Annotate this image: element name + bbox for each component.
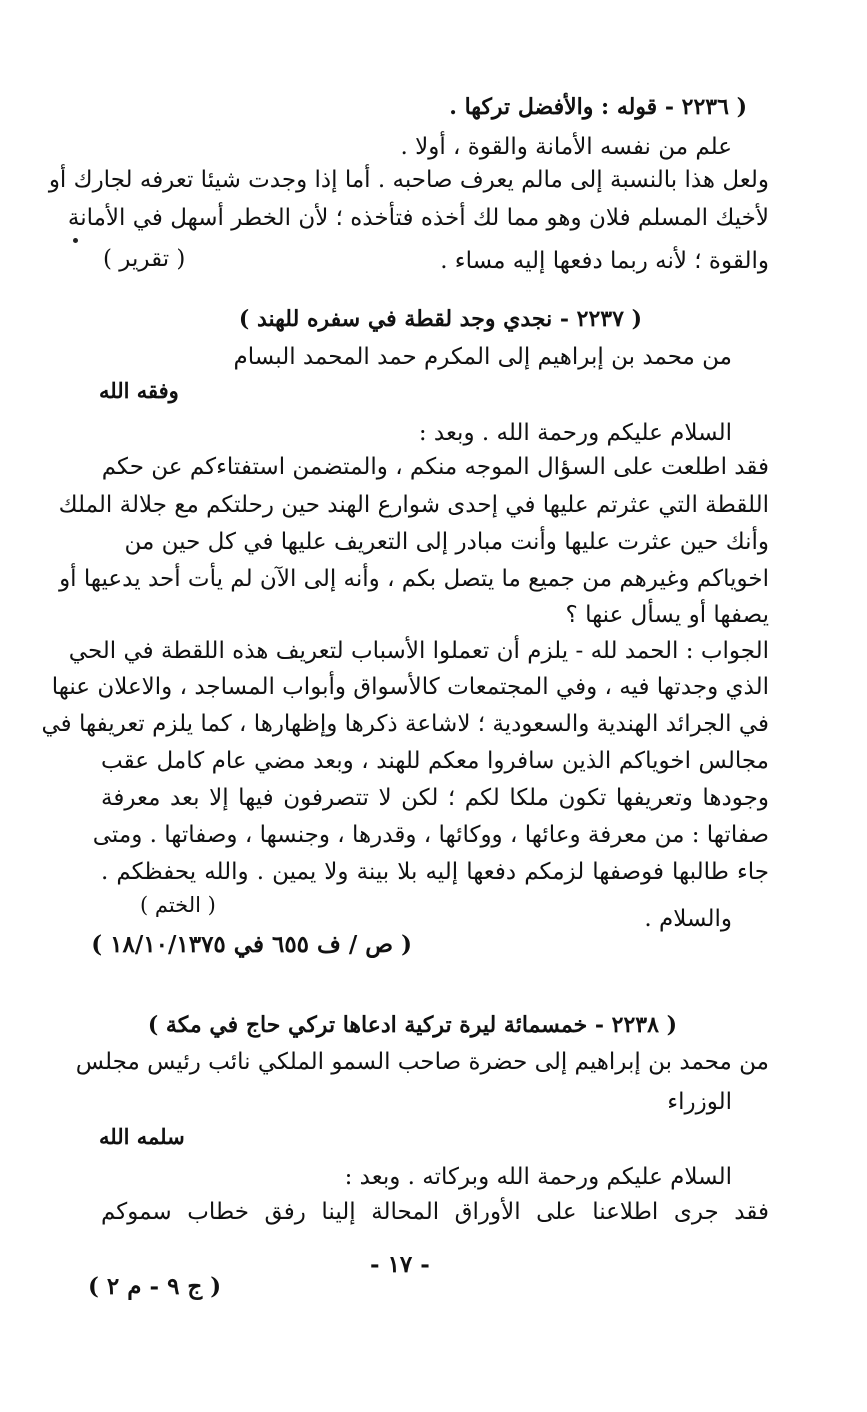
section-2236-line: علم من نفسه الأمانة والقوة ، أولا . bbox=[400, 134, 732, 160]
section-2237-greeting: السلام عليكم ورحمة الله . وبعد : bbox=[418, 420, 732, 446]
section-2237-blessing: وفقه الله bbox=[99, 378, 179, 403]
section-2237-line: مجالس اخوياكم الذين سافروا معكم للهند ، وبعد مضي عام كامل عقب bbox=[101, 748, 769, 774]
section-2236-heading: ( ٢٢٣٦ - قوله : والأفضل تركها . bbox=[449, 94, 747, 120]
signature-mark: ( ج ٩ - م ٢ ) bbox=[88, 1273, 222, 1300]
section-2237-line: الجواب : الحمد لله - يلزم أن تعملوا الأسباب لتعريف هذه اللقطة في الحي bbox=[68, 638, 769, 664]
section-2238-from: الوزراء bbox=[667, 1089, 732, 1115]
section-2238-blessing: سلمه الله bbox=[99, 1124, 185, 1149]
section-2236-line: لأخيك المسلم فلان وهو مما لك أخذه فتأخذه ؛ لأن الخطر أسهل في الأمانة bbox=[67, 205, 769, 231]
page-number: - ١٧ - bbox=[370, 1251, 430, 1278]
section-2236-line: ولعل هذا بالنسبة إلى مالم يعرف صاحبه . أما إذا وجدت شيئا تعرفه لجارك أو bbox=[48, 167, 769, 193]
section-2237-from: من محمد بن إبراهيم إلى المكرم حمد المحمد البسام bbox=[233, 344, 732, 370]
section-2237-line: في الجرائد الهندية والسعودية ؛ لاشاعة ذكرها وإظهارها ، كما يلزم تعريفها في bbox=[41, 711, 769, 737]
section-2237-line: الذي وجدتها فيه ، وفي المجتمعات كالأسواق وأبواب المساجد ، والاعلان عنها bbox=[51, 674, 769, 700]
section-2237-line: اللقطة التي عثرتم عليها في إحدى شوارع الهند حين رحلتكم مع جلالة الملك bbox=[58, 492, 769, 518]
section-2237-closing: والسلام . bbox=[644, 906, 732, 932]
section-2237-seal: ( الختم ) bbox=[140, 893, 216, 917]
section-2237-heading: ( ٢٢٣٧ - نجدي وجد لقطة في سفره للهند ) bbox=[238, 306, 642, 332]
section-2238-heading: ( ٢٢٣٨ - خمسمائة ليرة تركية ادعاها تركي حاج في مكة ) bbox=[147, 1012, 677, 1038]
ink-dot bbox=[73, 238, 78, 243]
section-2238-from: من محمد بن إبراهيم إلى حضرة صاحب السمو الملكي نائب رئيس مجلس bbox=[75, 1049, 769, 1075]
section-2236-tag: ( تقرير ) bbox=[103, 246, 186, 272]
section-2237-line: وجودها وتعريفها تكون ملكا لكم ؛ لكن لا تتصرفون فيها إلا بعد معرفة bbox=[101, 785, 769, 811]
section-2237-line: اخوياكم وغيرهم من جميع ما يتصل بكم ، وأنه إلى الآن لم يأت أحد يدعيها أو bbox=[59, 566, 769, 592]
section-2237-line: جاء طالبها فوصفها لزمكم دفعها إليه بلا بينة ولا يمين . والله يحفظكم . bbox=[101, 859, 769, 885]
section-2238-line: فقد جرى اطلاعنا على الأوراق المحالة إلينا رفق خطاب سموكم bbox=[101, 1199, 769, 1225]
section-2236-line: والقوة ؛ لأنه ربما دفعها إليه مساء . bbox=[440, 248, 769, 274]
section-2238-greeting: السلام عليكم ورحمة الله وبركاته . وبعد : bbox=[344, 1164, 732, 1190]
section-2237-reference: ( ص / ف ٦٥٥ في ١٨/١٠/١٣٧٥ ) bbox=[91, 931, 412, 958]
section-2237-line: صفاتها : من معرفة وعائها ، ووكائها ، وقدرها ، وجنسها ، وصفاتها . ومتى bbox=[92, 822, 769, 848]
section-2237-line: يصفها أو يسأل عنها ؟ bbox=[565, 602, 769, 628]
section-2237-line: وأنك حين عثرت عليها وأنت مبادر إلى التعريف عليها في كل حين من bbox=[124, 529, 769, 555]
section-2237-line: فقد اطلعت على السؤال الموجه منكم ، والمتضمن استفتاءكم عن حكم bbox=[101, 454, 769, 480]
